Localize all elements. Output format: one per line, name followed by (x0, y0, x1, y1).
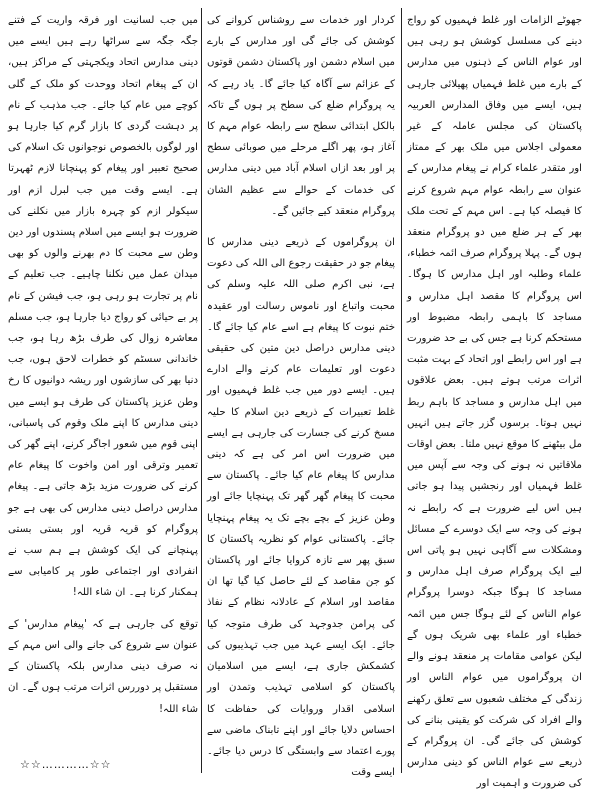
paragraph: میں جب لسانیت اور فرقہ واریت کے فتنے جگہ جگہ سے سراٹھا رہے ہیں ایسے میں دینی مدارس اتحاد ویکجہتی کے مراکز ہیں، ان کے پیغام اتحاد ووحدت کو ملک کے گلی کوچے میں عام کیا جائے۔ جب مذہب کے نام پر دہشت گردی کا بازار گرم کیا جارہا ہو اور لوگوں بالخصوص نوجوانوں تک اسلام کی صحیح تعبیر اور پیغام کو پہنچانا لازم ٹھہرتا ہے۔ ایسے وقت میں جب لبرل ازم اور سیکولر ازم کو چہرہ بازار میں نکلنے کی ضرورت ہو ایسے میں اسلام پسندوں اور دین وطن سے محبت کا دم بھرنے والوں کو بھی میدان عمل میں نکلنا چاہیے۔ جب تعلیم کے نام پر تجارت ہو رہی ہو، جب فیشن کے نام پر بے حیائی کو رواج دیا جارہا ہو، جب مسلم معاشرہ زوال کی طرف بڑھ رہا ہو، جب خاندانی سسٹم کو خطرات لاحق ہوں، جب دنیا بھر کی سازشوں اور ریشہ دوانیوں کا رخ وطن عزیز پاکستان کی طرف ہو ایسے میں دینی مدارس کا اپنے ملک وقوم کی پاسبانی، اپنی قوم میں شعور اجاگر کرنے، اپنے گھر کی تعمیر وترقی اور امن واخوت کا پیغام عام کرنے کی ضرورت مزید بڑھ جاتی ہے۔ پیغام مدارس دراصل دینی مدارس کی بھی ہے جو پروگرام کو قریہ قریہ اور بستی بستی پہنچانے کی ایک کوشش ہے ہم سب نے انفرادی اور اجتماعی طور پر کامیابی سے ہمکنار کرنا ہے۔ ان شاء اللہ! (8, 15, 198, 599)
column-divider (401, 8, 402, 773)
text-column-left (8, 10, 198, 745)
column-divider (201, 8, 202, 773)
paragraph: ان پروگراموں کے ذریعے دینی مدارس کا پیغام جو در حقیقت رجوع الی اللہ کی دعوت ہے، نبی اکرم صلی اللہ علیہ وسلم کی محبت واتباع اور ناموس رسالت اور عقیدہ ختم نبوت کا پیغام ہے اسے عام کیا جائے گا۔ دینی مدارس دراصل دین متین کی حقیقی دعوت اور تعلیمات عام کرنے والے ادارے ہیں۔ ایسے دور میں جب غلط فہمیوں اور غلط تعبیرات کے ذریعے دین اسلام کا حلیہ مسخ کرنے کی جسارت کی جارہی ہے ایسے میں ضرورت اس امر کی ہے کہ دینی مدارس کا پیغام عام کیا جائے۔ پاکستان سے محبت کا پیغام گھر گھر تک پہنچایا جائے اور وطن عزیز کے بچے بچے تک یہ پیغام پہنچایا جائے۔ پاکستانی عوام کو نظریہ پاکستان کا سبق پھر سے تازہ کروایا جائے اور پاکستان کو جن مقاصد کے لئے حاصل کیا گیا تھا ان مقاصد اور اسلام کے عادلانہ نظام کے نفاذ کی پرامن جدوجہد کی طرف متوجہ کیا جائے۔ ایک ایسے عہد میں جب تہذیبوں کی کشمکش جاری ہے، ایسے میں اسلامیان پاکستان کو اسلامی تہذیب وتمدن اور اسلامی اقدار وروایات کی حفاظت کا احساس دلایا جائے اور اپنے تابناک ماضی سے پورے اعتماد سے وابستگی کا درس دیا جائے۔ ایسے وقت (207, 237, 395, 779)
paragraph: توقع کی جارہی ہے کہ 'پیغام مدارس' کے عنوان سے شروع کی جانے والی اس مہم کے نہ صرف دینی مدارس بلکہ پاکستان کے مستقبل پر دوررس اثرات مرتب ہوں گے۔ ان شاء اللہ! (8, 618, 198, 715)
text-column-middle (207, 10, 395, 779)
article-end-mark: ☆☆…………☆☆ (20, 758, 112, 771)
paragraph: کردار اور خدمات سے روشناس کروانے کی کوشش کی جائے گی اور مدارس کے بارے میں اسلام دشمن اور پاکستان دشمن قوتوں کے عزائم سے آگاہ کیا جائے گا۔ یاد رہے کہ یہ پروگرام ضلع کی سطح پر ہوں گے تاکہ بالکل ابتدائی سطح سے رابطہ عوام مہم کا آغاز ہو، پھر اگلے مرحلے میں صوبائی سطح پر اور بعد ازاں اسلام آباد میں دینی مدارس کی خدمات کے حوالے سے عظیم الشان پروگرام منعقد کیے جائیں گے۔ (207, 15, 395, 217)
text-column-right (407, 10, 582, 790)
paragraph: جھوٹے الزامات اور غلط فہمیوں کو رواج دینے کی مسلسل کوشش ہو رہی ہیں اور عوام الناس کے ذہنوں میں مدارس کے بارے میں غلط فہمیاں پھیلائی جارہی ہیں، ایسے میں وفاق المدارس العربیہ پاکستان کی مجلس عاملہ کے غیر معمولی اجلاس میں ملک بھر کے ممتاز اور متقدر علماء کرام نے پیغام مدارس کے عنوان سے رابطہ عوام مہم شروع کرنے کا فیصلہ کیا ہے۔ اس مہم کے تحت ملک بھر کے ہر ضلع میں دو پروگرام منعقد ہوں گے۔ پہلا پروگرام صرف ائمہ خطباء، علماء وطلبہ اور اہل مدارس کا ہوگا۔ اس پروگرام کا مقصد اہل مدارس و مساجد کا باہمی رابطہ مضبوط اور مستحکم کرنا ہے جس کی بے حد ضرورت ہے اور اس رابطے اور اتحاد کے بہت مثبت اثرات مرتب ہوتے ہیں۔ بعض علاقوں میں اہل مدارس و مساجد کا باہم ربط نہیں ہوتا۔ برسوں گزر جاتے ہیں انہیں مل بیٹھنے کا موقع نہیں ملتا۔ بعض اوقات ملاقاتیں نہ ہونے کی وجہ سے آپس میں غلط فہمیاں اور رنجشیں پیدا ہو جاتی ہیں اس لیے ضرورت ہے کہ رابطے نہ ہونے کی وجہ سے ایک دوسرے کے مسائل ومشکلات سے آگاہی نہیں ہو پاتی اس لیے ایک پروگرام صرف اہل مدارس و مساجد کا ہوگا جبکہ دوسرا پروگرام عوام الناس کے لئے ہوگا جس میں ائمہ خطباء اور علماء بھی شریک ہوں گے لیکن عوامی مقامات پر منعقد ہونے والے ان پروگراموں میں عوام الناس اور زندگی کے مختلف شعبوں سے تعلق رکھنے والے افراد کی شرکت کو یقینی بنانے کی کوشش کی جائے گی۔ ان پروگرام کے ذریعے سے عوام الناس کو دینی مدارس کی ضرورت و اہمیت اور (407, 15, 582, 790)
